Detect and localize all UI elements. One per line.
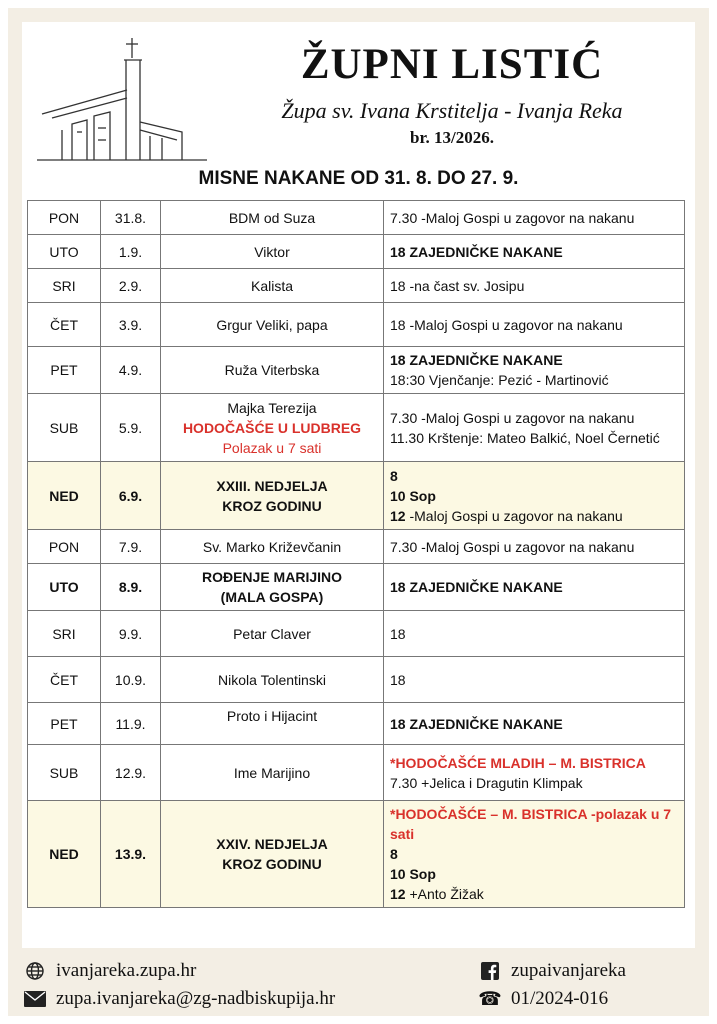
church-logo [32, 32, 212, 162]
mass-intention-line: 18 ZAJEDNIČKE NAKANE [390, 579, 563, 595]
mass-intention-cell [384, 269, 685, 303]
day-cell: PON [28, 530, 101, 564]
day-cell: NED [28, 801, 101, 908]
saint-cell [161, 611, 384, 657]
saint-line: XXIV. NEDJELJA [216, 836, 328, 852]
saint-cell [161, 462, 384, 530]
saint-line: Grgur Veliki, papa [216, 316, 328, 333]
date-cell: 4.9. [101, 347, 161, 394]
table-row [28, 530, 685, 564]
saint-line: Ime Marijino [233, 764, 311, 781]
mass-intention-line: 10 Sop [390, 866, 436, 882]
day-cell: SUB [28, 394, 101, 462]
mass-intention-line: 18 -na čast sv. Josipu [390, 277, 525, 294]
globe-icon [24, 962, 46, 980]
day-cell: PON [28, 201, 101, 235]
table-row [28, 564, 685, 611]
day-cell: SRI [28, 269, 101, 303]
mass-intention-cell [384, 235, 685, 269]
website-item [24, 960, 196, 982]
mass-intention-line: 11.30 Krštenje: Mateo Balkić, Noel Černetić [390, 429, 660, 446]
mass-intention-line: 7.30 +Jelica i Dragutin Klimpak [390, 774, 583, 791]
saint-cell [161, 269, 384, 303]
saint-cell [161, 347, 384, 394]
parish-subtitle: Župa sv. Ivana Krstitelja - Ivanja Reka [281, 98, 623, 123]
table-row [28, 462, 685, 530]
day-cell: SUB [28, 745, 101, 801]
mass-intention-line: 18 [390, 671, 406, 688]
table-row [28, 201, 685, 235]
phone-number[interactable]: 01/2024-016 [511, 988, 609, 1009]
saint-line: Viktor [254, 243, 290, 260]
mass-intention-cell [384, 462, 685, 530]
facebook-item [479, 960, 626, 982]
saint-line: Ruža Viterbska [224, 362, 320, 378]
date-cell: 8.9. [101, 564, 161, 611]
mass-intention-line: 10 Sop [390, 487, 436, 504]
saint-line: XXIII. NEDJELJA [216, 477, 328, 494]
facebook-link[interactable]: zupaivanjareka [511, 960, 626, 981]
saint-line: Kalista [250, 277, 294, 294]
date-cell: 6.9. [101, 462, 161, 530]
mass-intention-cell [384, 201, 685, 235]
mass-intention-line: 8 [390, 467, 398, 484]
day-cell: UTO [28, 235, 101, 269]
mass-intention-line: 12 +Anto Žižak [390, 886, 484, 902]
saint-cell [161, 394, 384, 462]
table-row [28, 394, 685, 462]
saint-line: Nikola Tolentinski [218, 671, 326, 688]
saint-line: BDM od Suza [228, 209, 316, 226]
table-row [28, 801, 685, 908]
saint-line: HODOČAŠĆE U LUDBREG [182, 419, 362, 436]
saint-line: ROĐENJE MARIJINO [201, 569, 343, 585]
mass-intention-line: 18:30 Vjenčanje: Pezić - Martinović [390, 372, 609, 388]
saint-line: KROZ GODINU [222, 497, 322, 514]
table-row [28, 657, 685, 703]
date-cell: 11.9. [101, 703, 161, 745]
mass-intention-cell [384, 611, 685, 657]
telephone-icon: ☎ [478, 988, 502, 1010]
date-cell: 12.9. [101, 745, 161, 801]
phone-item [479, 988, 608, 1010]
saint-line: (MALA GOSPA) [220, 589, 324, 605]
table-row [28, 703, 685, 745]
mass-schedule-table [27, 200, 685, 908]
date-cell: 9.9. [101, 611, 161, 657]
day-cell: ČET [28, 303, 101, 347]
mass-intention-line: *HODOČAŠĆE – M. BISTRICA -polazak u 7 sati [390, 806, 672, 842]
date-cell: 7.9. [101, 530, 161, 564]
footer [22, 958, 695, 1016]
table-row [28, 745, 685, 801]
mass-intention-line: 7.30 -Maloj Gospi u zagovor na nakanu [390, 209, 635, 226]
saint-cell [161, 703, 384, 745]
mass-intention-line: 7.30 -Maloj Gospi u zagovor na nakanu [390, 538, 635, 555]
mass-intention-cell [384, 303, 685, 347]
mass-intention-line: *HODOČAŠĆE MLADIH – M. BISTRICA [390, 754, 646, 771]
date-cell: 31.8. [101, 201, 161, 235]
date-cell: 1.9. [101, 235, 161, 269]
saint-cell [161, 745, 384, 801]
day-cell: ČET [28, 657, 101, 703]
saint-line: KROZ GODINU [222, 856, 322, 872]
mass-intention-cell [384, 347, 685, 394]
saint-line: Majka Terezija [227, 399, 317, 416]
page-title: ŽUPNI LISTIĆ [300, 41, 604, 88]
day-cell: PET [28, 703, 101, 745]
table-row [28, 235, 685, 269]
saint-cell [161, 303, 384, 347]
mass-intention-cell [384, 745, 685, 801]
mass-intention-line: 8 [390, 846, 398, 862]
mass-intention-line: 12 -Maloj Gospi u zagovor na nakanu [390, 507, 623, 524]
section-title: MISNE NAKANE OD 31. 8. DO 27. 9. [198, 168, 519, 189]
saint-line: Petar Claver [233, 625, 311, 642]
date-cell: 3.9. [101, 303, 161, 347]
day-cell: PET [28, 347, 101, 394]
day-cell: SRI [28, 611, 101, 657]
saint-cell [161, 657, 384, 703]
header [22, 22, 695, 162]
saint-cell [161, 530, 384, 564]
mass-intention-cell [384, 657, 685, 703]
mass-intention-cell [384, 530, 685, 564]
mass-intention-line: 18 -Maloj Gospi u zagovor na nakanu [390, 316, 623, 333]
saint-cell [161, 801, 384, 908]
saint-line: Polazak u 7 sati [222, 439, 322, 456]
mass-intention-line: 18 [390, 625, 406, 642]
mass-intention-line: 18 ZAJEDNIČKE NAKANE [390, 243, 563, 260]
mass-intention-line: 7.30 -Maloj Gospi u zagovor na nakanu [390, 409, 635, 426]
mass-intention-cell [384, 394, 685, 462]
date-cell: 10.9. [101, 657, 161, 703]
email-item [24, 988, 335, 1010]
table-row [28, 611, 685, 657]
envelope-icon [24, 990, 46, 1008]
table-row [28, 347, 685, 394]
email-link[interactable]: zupa.ivanjareka@zg-nadbiskupija.hr [56, 988, 336, 1009]
mass-intention-cell [384, 801, 685, 908]
saint-cell [161, 564, 384, 611]
facebook-icon [479, 962, 501, 980]
mass-intention-cell [384, 564, 685, 611]
table-row [28, 269, 685, 303]
saint-line: Sv. Marko Križevčanin [202, 538, 342, 555]
mass-intention-line: 18 ZAJEDNIČKE NAKANE [390, 715, 563, 732]
day-cell: NED [28, 462, 101, 530]
website-link[interactable]: ivanjareka.zupa.hr [56, 960, 197, 981]
mass-intention-cell [384, 703, 685, 745]
saint-cell [161, 235, 384, 269]
table-row [28, 303, 685, 347]
day-cell: UTO [28, 564, 101, 611]
saint-cell [161, 201, 384, 235]
saint-line: Proto i Hijacint [226, 708, 318, 724]
date-cell: 2.9. [101, 269, 161, 303]
date-cell: 5.9. [101, 394, 161, 462]
mass-intention-line: 18 ZAJEDNIČKE NAKANE [390, 352, 563, 368]
issue-number: br. 13/2026. [410, 128, 494, 147]
date-cell: 13.9. [101, 801, 161, 908]
